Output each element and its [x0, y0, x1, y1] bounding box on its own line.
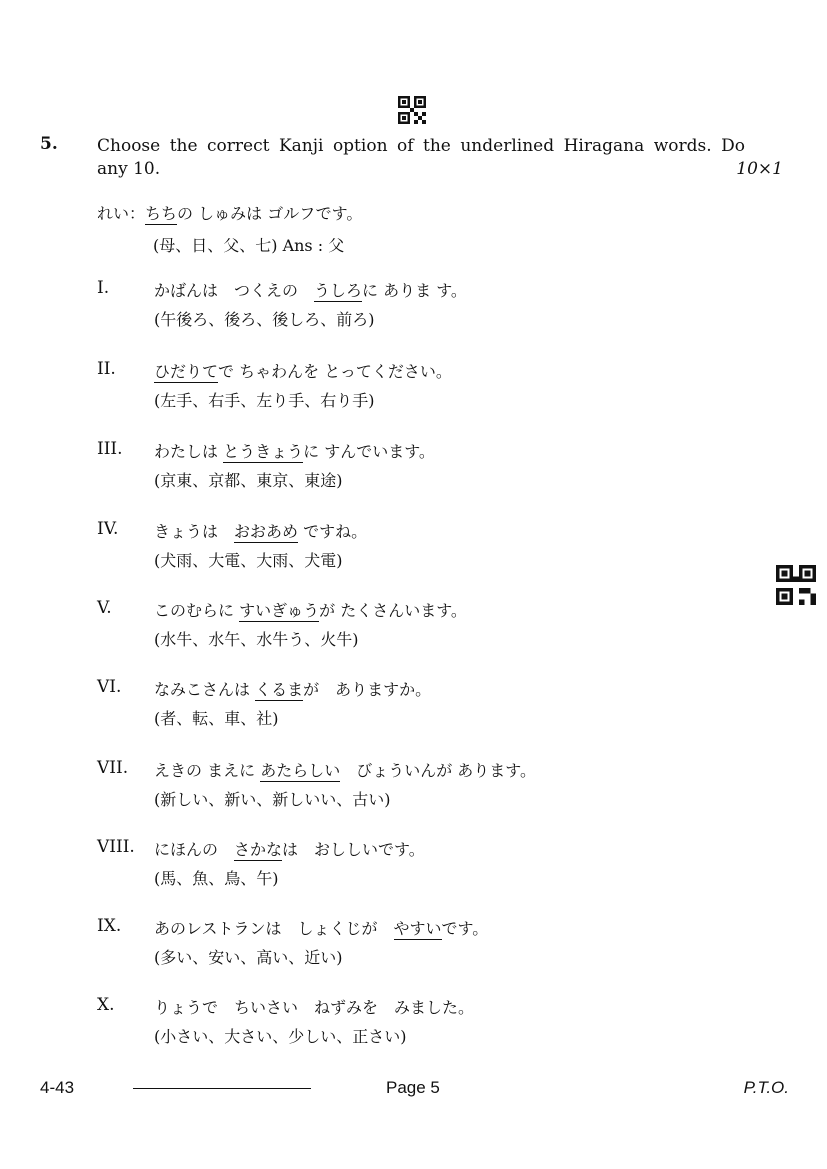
example-underlined-word: ちち [145, 204, 178, 223]
sentence-after: に ありま す。 [362, 281, 467, 300]
item-sentence [154, 359, 452, 382]
example-sentence [97, 201, 362, 224]
item-options: (者、転、車、社) [154, 709, 279, 728]
question-item [97, 758, 797, 818]
underlined-word: あたらしい [260, 761, 341, 780]
question-number: 5. [40, 134, 58, 154]
item-number: III. [97, 439, 123, 459]
sentence-before: あのレストランは しょくじが [154, 919, 394, 938]
item-options: (午後ろ、後ろ、後しろ、前ろ) [154, 310, 375, 329]
sentence-before: りょうで ちいさい ねずみを みました。 [154, 998, 475, 1017]
question-item [97, 359, 797, 419]
sentence-after: です。 [441, 919, 489, 938]
underlined-word: やすい [393, 919, 442, 938]
qr-code-icon [398, 96, 426, 124]
sentence-after: に すんでいます。 [303, 442, 435, 461]
marks-label: 10×1 [736, 159, 783, 179]
item-sentence [154, 758, 536, 781]
question-text-continued: any 10. [97, 159, 161, 179]
item-number: X. [97, 995, 115, 1015]
underlined-word: さかな [234, 840, 283, 859]
page-number: Page 5 [386, 1078, 440, 1097]
underlined-word: ひだりて [154, 362, 219, 381]
item-sentence [154, 837, 425, 860]
item-number: I. [97, 278, 110, 298]
item-options: (京東、京都、東京、東途) [154, 471, 343, 490]
example-label: れい： [97, 204, 146, 223]
sentence-before: にほんの [154, 840, 235, 859]
question-item [97, 278, 797, 338]
sentence-before: えきの まえに [154, 761, 261, 780]
item-options: (犬雨、大電、大雨、犬電) [154, 551, 343, 570]
underlined-word: うしろ [314, 281, 363, 300]
sentence-before: かばんは つくえの [154, 281, 315, 300]
sentence-after: は おししいです。 [282, 840, 425, 859]
sentence-before: なみこさんは [154, 680, 256, 699]
underlined-word: すいぎゅう [239, 601, 320, 620]
underlined-word: くるま [255, 680, 304, 699]
item-options: (左手、右手、左り手、右り手) [154, 391, 375, 410]
item-sentence [154, 519, 367, 542]
item-options: (新しい、新い、新しいい、古い) [154, 790, 391, 809]
question-item [97, 677, 797, 737]
question-item [97, 519, 797, 579]
item-sentence [154, 439, 435, 462]
question-item [97, 837, 797, 897]
sentence-after: が ありますか。 [303, 680, 432, 699]
item-number: VII. [97, 758, 129, 778]
question-text: Choose the correct Kanji option of the underlined Hiragana words. Do [97, 136, 745, 156]
item-sentence [154, 916, 488, 939]
item-sentence [154, 598, 467, 621]
underlined-word: おおあめ [234, 522, 299, 541]
sentence-after: が たくさんいます。 [319, 601, 467, 620]
item-options: (小さい、大さい、少しい、正さい) [154, 1027, 407, 1046]
sentence-before: このむらに [154, 601, 240, 620]
question-item [97, 439, 797, 499]
question-item [97, 598, 797, 658]
sentence-before: きょうは [154, 522, 235, 541]
paper-code: 4-43 [40, 1078, 75, 1097]
item-number: IV. [97, 519, 119, 539]
item-number: II. [97, 359, 116, 379]
item-sentence [154, 677, 431, 700]
pto-label: P.T.O. [743, 1078, 789, 1097]
item-number: IX. [97, 916, 122, 936]
underlined-word: とうきょう [223, 442, 304, 461]
sentence-after: びょういんが あります。 [340, 761, 537, 780]
item-number: VIII. [97, 837, 135, 857]
item-options: (多い、安い、高い、近い) [154, 948, 343, 967]
example-options: (母、日、父、七) Ans : 父 [153, 236, 345, 255]
question-item [97, 995, 797, 1055]
sentence-after: で ちゃわんを とってください。 [218, 362, 452, 381]
item-number: V. [97, 598, 112, 618]
example-sentence-rest: の しゅみは ゴルフです。 [177, 204, 363, 223]
item-sentence [154, 995, 474, 1018]
item-number: VI. [97, 677, 122, 697]
item-options: (馬、魚、鳥、午) [154, 869, 279, 888]
item-options: (水牛、水午、水牛う、火牛) [154, 630, 359, 649]
question-item [97, 916, 797, 976]
footer-rule [133, 1088, 311, 1089]
sentence-after: ですね。 [298, 522, 368, 541]
item-sentence [154, 278, 467, 301]
sentence-before: わたしは [154, 442, 224, 461]
